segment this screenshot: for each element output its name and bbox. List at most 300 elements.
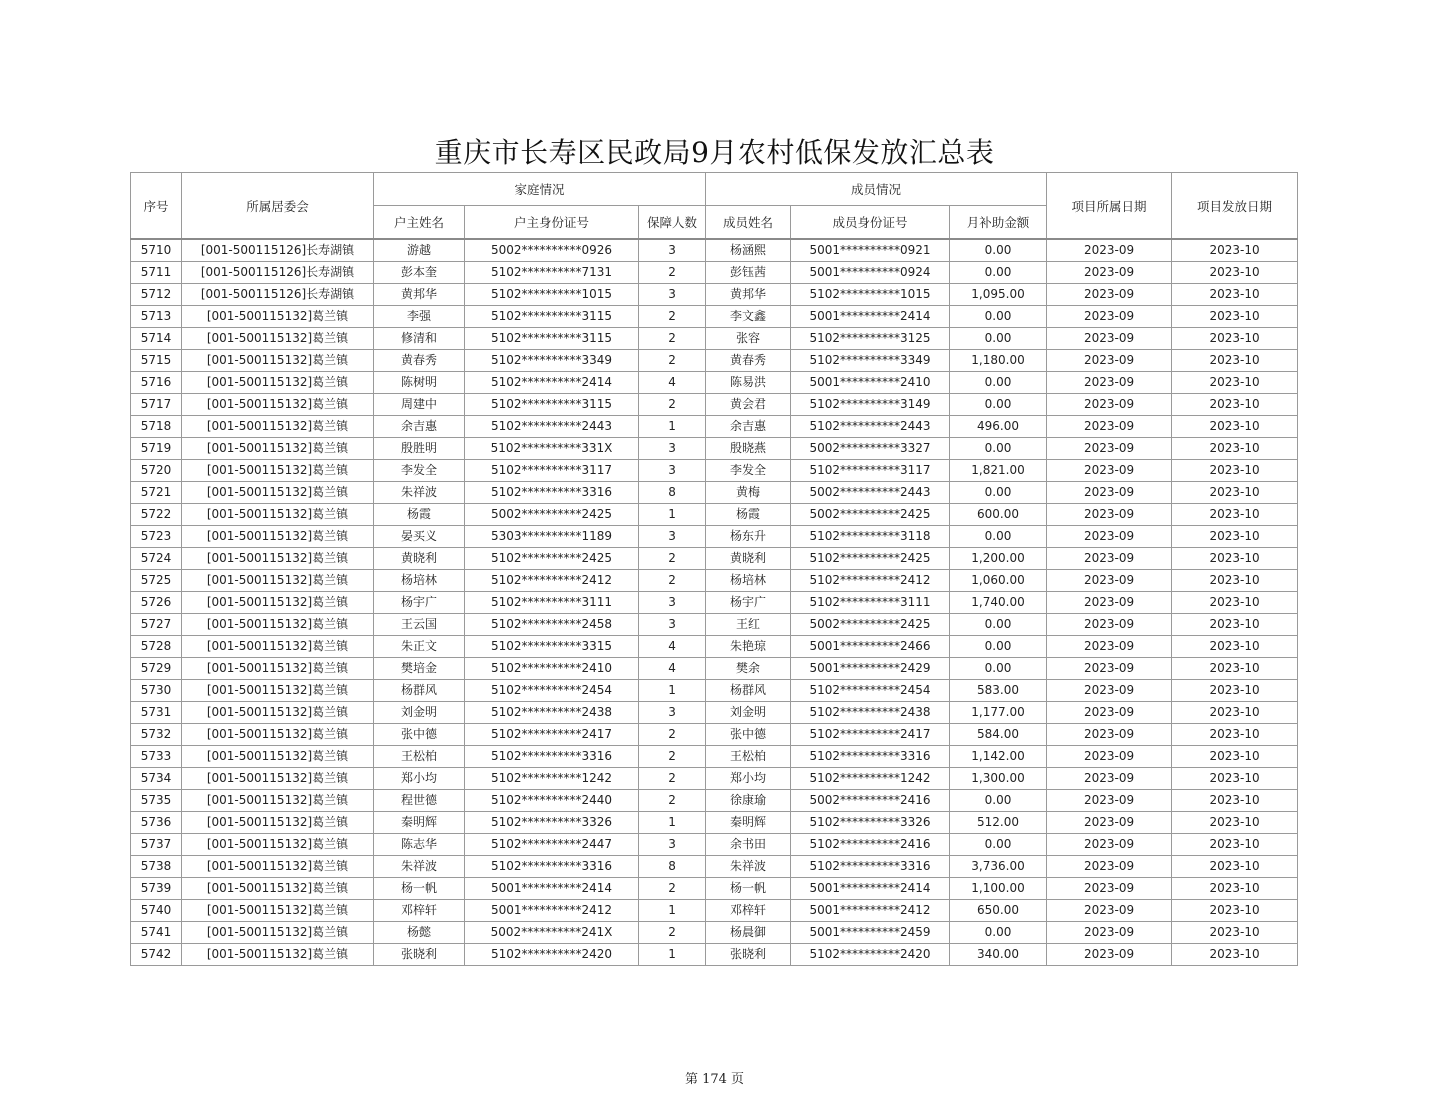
cell-covered-count: 1 xyxy=(639,504,706,526)
table-row xyxy=(131,438,1298,460)
cell-head-name: 修清和 xyxy=(374,328,465,350)
cell-member-name: 余书田 xyxy=(706,834,791,856)
cell-issue-date: 2023-10 xyxy=(1172,482,1298,504)
cell-committee: [001-500115132]葛兰镇 xyxy=(182,680,374,702)
cell-member-name: 杨晨御 xyxy=(706,922,791,944)
cell-issue-date: 2023-10 xyxy=(1172,239,1298,262)
cell-issue-date: 2023-10 xyxy=(1172,658,1298,680)
cell-monthly-amount: 0.00 xyxy=(950,328,1047,350)
cell-monthly-amount: 0.00 xyxy=(950,922,1047,944)
cell-member-name: 杨群风 xyxy=(706,680,791,702)
cell-member-name: 杨培林 xyxy=(706,570,791,592)
table-row xyxy=(131,636,1298,658)
cell-committee: [001-500115132]葛兰镇 xyxy=(182,592,374,614)
cell-project-date: 2023-09 xyxy=(1047,812,1172,834)
cell-seq: 5711 xyxy=(131,262,182,284)
cell-committee: [001-500115132]葛兰镇 xyxy=(182,526,374,548)
cell-issue-date: 2023-10 xyxy=(1172,460,1298,482)
cell-seq: 5712 xyxy=(131,284,182,306)
cell-covered-count: 2 xyxy=(639,350,706,372)
cell-member-name: 樊余 xyxy=(706,658,791,680)
cell-issue-date: 2023-10 xyxy=(1172,548,1298,570)
cell-issue-date: 2023-10 xyxy=(1172,746,1298,768)
cell-seq: 5727 xyxy=(131,614,182,636)
cell-covered-count: 2 xyxy=(639,570,706,592)
cell-project-date: 2023-09 xyxy=(1047,416,1172,438)
table-row xyxy=(131,482,1298,504)
cell-project-date: 2023-09 xyxy=(1047,614,1172,636)
cell-head-id: 5102**********1015 xyxy=(465,284,639,306)
table-body xyxy=(131,239,1298,966)
cell-head-name: 陈树明 xyxy=(374,372,465,394)
cell-project-date: 2023-09 xyxy=(1047,658,1172,680)
cell-member-name: 张晓利 xyxy=(706,944,791,966)
cell-covered-count: 1 xyxy=(639,416,706,438)
cell-head-name: 杨培林 xyxy=(374,570,465,592)
cell-head-id: 5102**********2443 xyxy=(465,416,639,438)
cell-committee: [001-500115132]葛兰镇 xyxy=(182,306,374,328)
cell-issue-date: 2023-10 xyxy=(1172,680,1298,702)
cell-member-id: 5102**********2454 xyxy=(791,680,950,702)
cell-committee: [001-500115126]长寿湖镇 xyxy=(182,262,374,284)
cell-head-id: 5102**********3316 xyxy=(465,856,639,878)
cell-committee: [001-500115132]葛兰镇 xyxy=(182,328,374,350)
cell-seq: 5724 xyxy=(131,548,182,570)
cell-committee: [001-500115132]葛兰镇 xyxy=(182,878,374,900)
table-row xyxy=(131,284,1298,306)
header-member-group: 成员情况 xyxy=(706,173,1047,206)
cell-seq: 5733 xyxy=(131,746,182,768)
cell-seq: 5716 xyxy=(131,372,182,394)
cell-member-name: 彭钰茜 xyxy=(706,262,791,284)
cell-issue-date: 2023-10 xyxy=(1172,812,1298,834)
cell-member-id: 5102**********3316 xyxy=(791,856,950,878)
cell-head-name: 杨霞 xyxy=(374,504,465,526)
cell-project-date: 2023-09 xyxy=(1047,768,1172,790)
cell-head-name: 陈志华 xyxy=(374,834,465,856)
cell-project-date: 2023-09 xyxy=(1047,834,1172,856)
cell-project-date: 2023-09 xyxy=(1047,262,1172,284)
cell-member-name: 张容 xyxy=(706,328,791,350)
cell-head-name: 杨群风 xyxy=(374,680,465,702)
cell-seq: 5713 xyxy=(131,306,182,328)
cell-head-id: 5102**********2447 xyxy=(465,834,639,856)
cell-project-date: 2023-09 xyxy=(1047,306,1172,328)
cell-monthly-amount: 496.00 xyxy=(950,416,1047,438)
cell-committee: [001-500115132]葛兰镇 xyxy=(182,570,374,592)
cell-issue-date: 2023-10 xyxy=(1172,526,1298,548)
cell-seq: 5714 xyxy=(131,328,182,350)
cell-seq: 5732 xyxy=(131,724,182,746)
cell-seq: 5742 xyxy=(131,944,182,966)
cell-monthly-amount: 0.00 xyxy=(950,658,1047,680)
cell-seq: 5741 xyxy=(131,922,182,944)
cell-head-id: 5002**********0926 xyxy=(465,239,639,262)
cell-head-name: 张晓利 xyxy=(374,944,465,966)
header-monthly-amount: 月补助金额 xyxy=(950,206,1047,240)
cell-covered-count: 2 xyxy=(639,746,706,768)
cell-head-id: 5102**********2414 xyxy=(465,372,639,394)
cell-monthly-amount: 1,142.00 xyxy=(950,746,1047,768)
cell-project-date: 2023-09 xyxy=(1047,284,1172,306)
cell-covered-count: 3 xyxy=(639,526,706,548)
cell-covered-count: 2 xyxy=(639,394,706,416)
cell-covered-count: 3 xyxy=(639,834,706,856)
cell-monthly-amount: 0.00 xyxy=(950,834,1047,856)
cell-covered-count: 1 xyxy=(639,944,706,966)
cell-member-id: 5102**********2420 xyxy=(791,944,950,966)
cell-member-name: 秦明辉 xyxy=(706,812,791,834)
cell-head-id: 5102**********3315 xyxy=(465,636,639,658)
cell-seq: 5728 xyxy=(131,636,182,658)
cell-head-name: 王云国 xyxy=(374,614,465,636)
cell-member-id: 5001**********2410 xyxy=(791,372,950,394)
table-row xyxy=(131,350,1298,372)
cell-covered-count: 1 xyxy=(639,812,706,834)
cell-committee: [001-500115132]葛兰镇 xyxy=(182,350,374,372)
cell-seq: 5719 xyxy=(131,438,182,460)
header-head-id: 户主身份证号 xyxy=(465,206,639,240)
cell-member-id: 5102**********3111 xyxy=(791,592,950,614)
cell-monthly-amount: 3,736.00 xyxy=(950,856,1047,878)
cell-monthly-amount: 1,740.00 xyxy=(950,592,1047,614)
table-row xyxy=(131,768,1298,790)
cell-member-id: 5102**********2425 xyxy=(791,548,950,570)
cell-issue-date: 2023-10 xyxy=(1172,834,1298,856)
cell-issue-date: 2023-10 xyxy=(1172,570,1298,592)
table-row xyxy=(131,944,1298,966)
table-row xyxy=(131,812,1298,834)
cell-head-name: 余吉惠 xyxy=(374,416,465,438)
table-row xyxy=(131,504,1298,526)
cell-member-id: 5002**********2416 xyxy=(791,790,950,812)
cell-seq: 5715 xyxy=(131,350,182,372)
cell-committee: [001-500115132]葛兰镇 xyxy=(182,460,374,482)
cell-member-name: 朱祥波 xyxy=(706,856,791,878)
cell-member-id: 5001**********2412 xyxy=(791,900,950,922)
cell-covered-count: 2 xyxy=(639,790,706,812)
cell-head-id: 5102**********2420 xyxy=(465,944,639,966)
cell-project-date: 2023-09 xyxy=(1047,372,1172,394)
cell-head-id: 5102**********1242 xyxy=(465,768,639,790)
header-covered-count: 保障人数 xyxy=(639,206,706,240)
cell-monthly-amount: 584.00 xyxy=(950,724,1047,746)
cell-covered-count: 3 xyxy=(639,614,706,636)
cell-committee: [001-500115132]葛兰镇 xyxy=(182,504,374,526)
cell-head-id: 5102**********2410 xyxy=(465,658,639,680)
cell-member-name: 黄邦华 xyxy=(706,284,791,306)
cell-project-date: 2023-09 xyxy=(1047,856,1172,878)
cell-head-name: 李发全 xyxy=(374,460,465,482)
table-row xyxy=(131,856,1298,878)
cell-head-id: 5102**********3115 xyxy=(465,306,639,328)
cell-monthly-amount: 1,180.00 xyxy=(950,350,1047,372)
header-head-name: 户主姓名 xyxy=(374,206,465,240)
cell-head-id: 5102**********2425 xyxy=(465,548,639,570)
cell-monthly-amount: 0.00 xyxy=(950,239,1047,262)
header-issue-date: 项目发放日期 xyxy=(1172,173,1298,240)
cell-project-date: 2023-09 xyxy=(1047,746,1172,768)
cell-seq: 5718 xyxy=(131,416,182,438)
cell-monthly-amount: 0.00 xyxy=(950,372,1047,394)
cell-committee: [001-500115132]葛兰镇 xyxy=(182,922,374,944)
cell-issue-date: 2023-10 xyxy=(1172,614,1298,636)
cell-head-name: 周建中 xyxy=(374,394,465,416)
cell-monthly-amount: 1,100.00 xyxy=(950,878,1047,900)
cell-issue-date: 2023-10 xyxy=(1172,790,1298,812)
cell-head-id: 5102**********2454 xyxy=(465,680,639,702)
cell-head-name: 殷胜明 xyxy=(374,438,465,460)
cell-member-name: 杨一帆 xyxy=(706,878,791,900)
page-title: 重庆市长寿区民政局9月农村低保发放汇总表 xyxy=(434,136,995,169)
cell-covered-count: 2 xyxy=(639,328,706,350)
cell-committee: [001-500115132]葛兰镇 xyxy=(182,636,374,658)
cell-monthly-amount: 1,821.00 xyxy=(950,460,1047,482)
cell-project-date: 2023-09 xyxy=(1047,239,1172,262)
cell-monthly-amount: 0.00 xyxy=(950,790,1047,812)
cell-committee: [001-500115132]葛兰镇 xyxy=(182,768,374,790)
table-row xyxy=(131,680,1298,702)
cell-member-name: 李发全 xyxy=(706,460,791,482)
cell-covered-count: 1 xyxy=(639,680,706,702)
cell-project-date: 2023-09 xyxy=(1047,790,1172,812)
cell-head-name: 杨一帆 xyxy=(374,878,465,900)
cell-head-name: 邓梓轩 xyxy=(374,900,465,922)
cell-member-name: 郑小均 xyxy=(706,768,791,790)
table-row xyxy=(131,922,1298,944)
cell-committee: [001-500115126]长寿湖镇 xyxy=(182,239,374,262)
page-number: 第 174 页 xyxy=(684,1072,745,1087)
cell-member-id: 5102**********3118 xyxy=(791,526,950,548)
cell-issue-date: 2023-10 xyxy=(1172,504,1298,526)
cell-seq: 5717 xyxy=(131,394,182,416)
cell-covered-count: 3 xyxy=(639,239,706,262)
cell-issue-date: 2023-10 xyxy=(1172,372,1298,394)
cell-member-id: 5102**********3316 xyxy=(791,746,950,768)
cell-member-id: 5102**********2443 xyxy=(791,416,950,438)
cell-head-id: 5001**********2414 xyxy=(465,878,639,900)
table-row xyxy=(131,570,1298,592)
table-row xyxy=(131,790,1298,812)
cell-monthly-amount: 583.00 xyxy=(950,680,1047,702)
cell-head-id: 5102**********7131 xyxy=(465,262,639,284)
cell-member-name: 刘金明 xyxy=(706,702,791,724)
cell-issue-date: 2023-10 xyxy=(1172,856,1298,878)
cell-project-date: 2023-09 xyxy=(1047,636,1172,658)
cell-member-id: 5001**********2414 xyxy=(791,878,950,900)
cell-covered-count: 8 xyxy=(639,482,706,504)
cell-covered-count: 2 xyxy=(639,922,706,944)
cell-member-id: 5002**********2425 xyxy=(791,614,950,636)
cell-covered-count: 3 xyxy=(639,592,706,614)
cell-monthly-amount: 0.00 xyxy=(950,526,1047,548)
cell-project-date: 2023-09 xyxy=(1047,724,1172,746)
cell-monthly-amount: 0.00 xyxy=(950,306,1047,328)
table-row xyxy=(131,262,1298,284)
cell-member-name: 邓梓轩 xyxy=(706,900,791,922)
cell-project-date: 2023-09 xyxy=(1047,680,1172,702)
cell-issue-date: 2023-10 xyxy=(1172,944,1298,966)
table-row xyxy=(131,834,1298,856)
cell-covered-count: 4 xyxy=(639,372,706,394)
cell-covered-count: 1 xyxy=(639,900,706,922)
cell-head-id: 5102**********3316 xyxy=(465,482,639,504)
cell-seq: 5720 xyxy=(131,460,182,482)
cell-member-name: 杨涵熙 xyxy=(706,239,791,262)
cell-committee: [001-500115126]长寿湖镇 xyxy=(182,284,374,306)
cell-committee: [001-500115132]葛兰镇 xyxy=(182,900,374,922)
cell-committee: [001-500115132]葛兰镇 xyxy=(182,438,374,460)
cell-member-id: 5102**********2417 xyxy=(791,724,950,746)
cell-committee: [001-500115132]葛兰镇 xyxy=(182,856,374,878)
cell-member-id: 5102**********1242 xyxy=(791,768,950,790)
cell-head-id: 5001**********2412 xyxy=(465,900,639,922)
cell-member-name: 杨霞 xyxy=(706,504,791,526)
cell-member-name: 王红 xyxy=(706,614,791,636)
cell-head-id: 5102**********2417 xyxy=(465,724,639,746)
cell-project-date: 2023-09 xyxy=(1047,504,1172,526)
cell-head-name: 朱祥波 xyxy=(374,856,465,878)
cell-head-name: 李强 xyxy=(374,306,465,328)
cell-head-name: 郑小均 xyxy=(374,768,465,790)
cell-head-id: 5102**********2440 xyxy=(465,790,639,812)
cell-issue-date: 2023-10 xyxy=(1172,724,1298,746)
cell-covered-count: 8 xyxy=(639,856,706,878)
cell-head-id: 5102**********2412 xyxy=(465,570,639,592)
cell-issue-date: 2023-10 xyxy=(1172,900,1298,922)
cell-member-id: 5102**********3326 xyxy=(791,812,950,834)
cell-committee: [001-500115132]葛兰镇 xyxy=(182,658,374,680)
cell-covered-count: 3 xyxy=(639,702,706,724)
cell-head-id: 5102**********2458 xyxy=(465,614,639,636)
cell-monthly-amount: 0.00 xyxy=(950,482,1047,504)
table-row xyxy=(131,460,1298,482)
cell-issue-date: 2023-10 xyxy=(1172,592,1298,614)
table-row xyxy=(131,878,1298,900)
cell-member-name: 徐康瑜 xyxy=(706,790,791,812)
cell-monthly-amount: 1,177.00 xyxy=(950,702,1047,724)
cell-issue-date: 2023-10 xyxy=(1172,438,1298,460)
cell-member-name: 黄春秀 xyxy=(706,350,791,372)
cell-head-id: 5102**********3349 xyxy=(465,350,639,372)
cell-head-name: 游越 xyxy=(374,239,465,262)
header-family-group: 家庭情况 xyxy=(374,173,706,206)
cell-committee: [001-500115132]葛兰镇 xyxy=(182,834,374,856)
cell-monthly-amount: 0.00 xyxy=(950,438,1047,460)
cell-member-name: 殷晓燕 xyxy=(706,438,791,460)
cell-head-name: 黄春秀 xyxy=(374,350,465,372)
cell-member-name: 黄晓利 xyxy=(706,548,791,570)
subsidy-table-container xyxy=(130,172,1297,966)
cell-head-id: 5102**********3326 xyxy=(465,812,639,834)
cell-head-id: 5102**********3115 xyxy=(465,394,639,416)
cell-project-date: 2023-09 xyxy=(1047,526,1172,548)
cell-member-id: 5001**********2429 xyxy=(791,658,950,680)
cell-issue-date: 2023-10 xyxy=(1172,284,1298,306)
table-row xyxy=(131,702,1298,724)
cell-seq: 5736 xyxy=(131,812,182,834)
cell-issue-date: 2023-10 xyxy=(1172,416,1298,438)
cell-monthly-amount: 340.00 xyxy=(950,944,1047,966)
cell-member-id: 5102**********3125 xyxy=(791,328,950,350)
cell-covered-count: 2 xyxy=(639,724,706,746)
cell-issue-date: 2023-10 xyxy=(1172,306,1298,328)
cell-head-id: 5102**********331X xyxy=(465,438,639,460)
cell-project-date: 2023-09 xyxy=(1047,350,1172,372)
cell-member-id: 5102**********2438 xyxy=(791,702,950,724)
cell-head-id: 5102**********3115 xyxy=(465,328,639,350)
table-row xyxy=(131,746,1298,768)
cell-seq: 5737 xyxy=(131,834,182,856)
cell-head-id: 5002**********241X xyxy=(465,922,639,944)
cell-seq: 5722 xyxy=(131,504,182,526)
table-row xyxy=(131,306,1298,328)
header-committee: 所属居委会 xyxy=(182,173,374,240)
cell-covered-count: 3 xyxy=(639,284,706,306)
cell-head-name: 樊培金 xyxy=(374,658,465,680)
cell-member-name: 李文鑫 xyxy=(706,306,791,328)
cell-covered-count: 4 xyxy=(639,658,706,680)
cell-project-date: 2023-09 xyxy=(1047,394,1172,416)
cell-head-name: 彭本奎 xyxy=(374,262,465,284)
cell-member-id: 5001**********2414 xyxy=(791,306,950,328)
cell-issue-date: 2023-10 xyxy=(1172,394,1298,416)
cell-committee: [001-500115132]葛兰镇 xyxy=(182,944,374,966)
cell-head-name: 杨懿 xyxy=(374,922,465,944)
cell-monthly-amount: 512.00 xyxy=(950,812,1047,834)
cell-covered-count: 3 xyxy=(639,438,706,460)
cell-head-id: 5102**********3117 xyxy=(465,460,639,482)
cell-project-date: 2023-09 xyxy=(1047,900,1172,922)
cell-issue-date: 2023-10 xyxy=(1172,262,1298,284)
cell-head-name: 朱正文 xyxy=(374,636,465,658)
cell-covered-count: 2 xyxy=(639,306,706,328)
cell-seq: 5723 xyxy=(131,526,182,548)
cell-member-id: 5102**********1015 xyxy=(791,284,950,306)
cell-project-date: 2023-09 xyxy=(1047,922,1172,944)
table-row xyxy=(131,328,1298,350)
cell-project-date: 2023-09 xyxy=(1047,482,1172,504)
cell-project-date: 2023-09 xyxy=(1047,944,1172,966)
cell-issue-date: 2023-10 xyxy=(1172,350,1298,372)
cell-committee: [001-500115132]葛兰镇 xyxy=(182,812,374,834)
cell-member-id: 5102**********2416 xyxy=(791,834,950,856)
cell-monthly-amount: 1,060.00 xyxy=(950,570,1047,592)
cell-member-id: 5001**********0921 xyxy=(791,239,950,262)
cell-member-name: 杨宇广 xyxy=(706,592,791,614)
cell-committee: [001-500115132]葛兰镇 xyxy=(182,724,374,746)
cell-monthly-amount: 0.00 xyxy=(950,614,1047,636)
cell-issue-date: 2023-10 xyxy=(1172,328,1298,350)
cell-seq: 5738 xyxy=(131,856,182,878)
table-row xyxy=(131,548,1298,570)
cell-head-name: 杨宇广 xyxy=(374,592,465,614)
cell-head-id: 5102**********3111 xyxy=(465,592,639,614)
cell-member-name: 杨东升 xyxy=(706,526,791,548)
cell-member-id: 5002**********2425 xyxy=(791,504,950,526)
header-member-id: 成员身份证号 xyxy=(791,206,950,240)
cell-member-name: 余吉惠 xyxy=(706,416,791,438)
cell-head-name: 王松柏 xyxy=(374,746,465,768)
cell-committee: [001-500115132]葛兰镇 xyxy=(182,548,374,570)
cell-monthly-amount: 0.00 xyxy=(950,636,1047,658)
cell-member-name: 王松柏 xyxy=(706,746,791,768)
subsidy-table xyxy=(130,172,1298,966)
cell-project-date: 2023-09 xyxy=(1047,548,1172,570)
cell-member-id: 5102**********3117 xyxy=(791,460,950,482)
cell-member-id: 5102**********2412 xyxy=(791,570,950,592)
cell-seq: 5710 xyxy=(131,239,182,262)
